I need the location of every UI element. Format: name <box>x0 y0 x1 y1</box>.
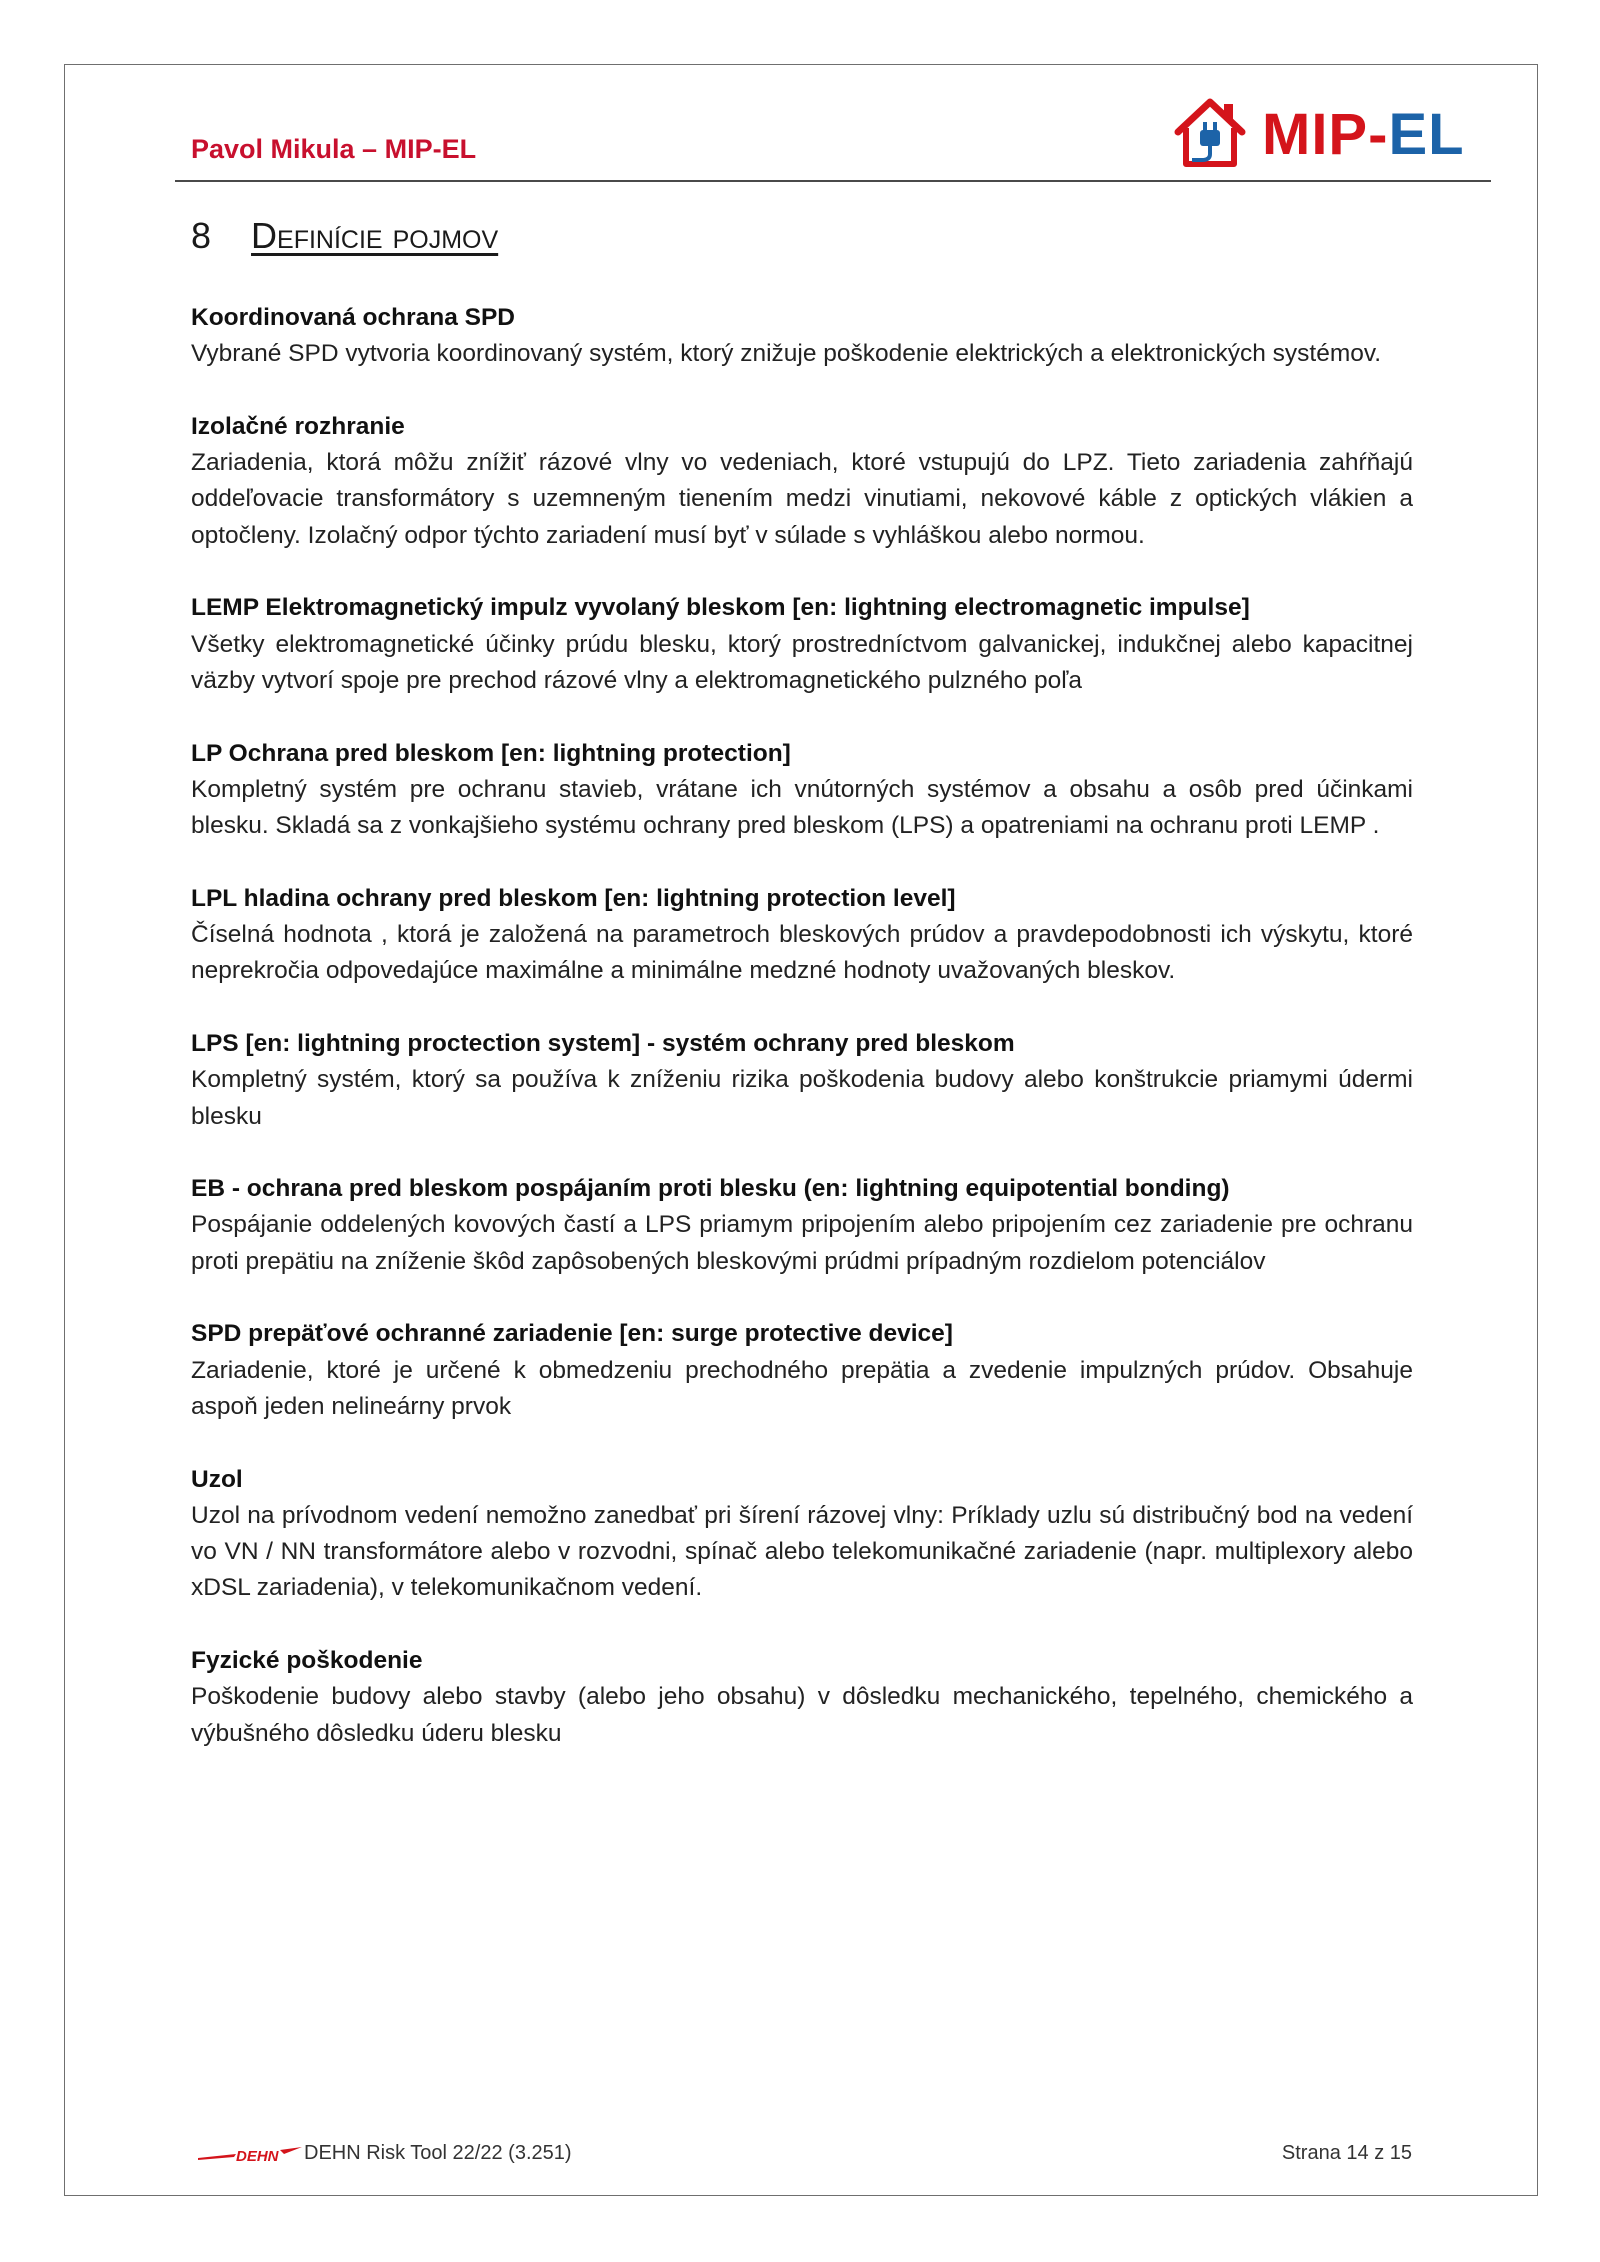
footer-page-number: Strana 14 z 15 <box>1281 2142 1412 2164</box>
definition-term: Fyzické poškodenie <box>191 1646 423 1674</box>
logo-text-el: EL <box>1388 102 1465 167</box>
definition-term: EB - ochrana pred bleskom pospájaním proti blesku (en: lightning equipotential bonding) <box>191 1175 1230 1203</box>
section-heading <box>191 215 498 257</box>
definition-term: Uzol <box>191 1465 243 1493</box>
definition-text: Číselná hodnota , ktorá je založená na parametroch bleskových prúdov a pravdepodobnosti ich výskytu, ktoré neprekročia odpovedajúce maximálne a minimálne medzné hodnoty uvažovaných bleskov. <box>191 921 1413 985</box>
header-author: Pavol Mikula – MIP-EL <box>191 134 477 164</box>
definition-text: Zariadenia, ktorá môžu znížiť rázové vlny vo vedeniach, ktoré vstupujú do LPZ. Tieto zariadenia zahŕňajú oddeľovacie transformátory s uzemneným tienením medzi vinutiami, nekovové káble z optických vlákien a optočleny. Izolačný odpor týchto zariadení musí byť v súlade s vyhláškou alebo normou. <box>191 449 1413 549</box>
definition-text: Všetky elektromagnetické účinky prúdu blesku, ktorý prostredníctvom galvanickej, indukčnej alebo kapacitnej väzby vytvorí spoje pre prechod rázové vlny a elektromagnetického pulzného poľa <box>191 630 1413 694</box>
definition-text: Uzol na prívodnom vedení nemožno zanedbať pri šírení rázovej vlny: Príklady uzlu sú distribučný bod na vedení vo VN / NN transformátore alebo v rozvodni, spínač alebo telekomunikačné zariadenie (napr. multiplexory alebo xDSL zariadenia), v telekomunikačnom vedení. <box>191 1501 1413 1602</box>
definition-item <box>191 1316 1413 1425</box>
definition-text: Zariadenie, ktoré je určené k obmedzeniu prechodného prepätia a zvedenie impulzných prúdov. Obsahuje aspoň jeden nelineárny prvok <box>191 1356 1413 1420</box>
dehn-logo-text: DEHN <box>236 2148 279 2165</box>
definition-term: LEMP Elektromagnetický impulz vyvolaný bleskom [en: lightning electromagnetic impulse] <box>191 594 1250 622</box>
definition-term: SPD prepäťové ochranné zariadenie [en: surge protective device] <box>191 1320 953 1348</box>
definition-item <box>191 736 1413 845</box>
header-divider <box>175 180 1491 182</box>
definition-item <box>191 1462 1413 1607</box>
logo-wordmark <box>1262 100 1465 170</box>
definition-item <box>191 1643 1413 1752</box>
definition-text: Kompletný systém, ktorý sa používa k zníženiu rizika poškodenia budovy alebo konštrukcie priamymi údermi blesku <box>191 1066 1413 1130</box>
definition-term: LP Ochrana pred bleskom [en: lightning protection] <box>191 739 791 767</box>
definition-text: Vybrané SPD vytvoria koordinovaný systém, ktorý znižuje poškodenie elektrických a elektronických systémov. <box>191 340 1382 368</box>
definition-item <box>191 1026 1413 1135</box>
logo-text-mip: MIP <box>1262 102 1369 167</box>
definition-term: Koordinovaná ochrana SPD <box>191 304 516 331</box>
definition-text: Kompletný systém pre ochranu stavieb, vrátane ich vnútorných systémov a obsahu a osôb pred účinkami blesku. Skladá sa z vonkajšieho systému ochrany pred bleskom (LPS) a opatreniami na ochranu proti LEMP . <box>191 775 1413 840</box>
logo-text-dash: - <box>1368 102 1389 167</box>
definition-item <box>191 590 1413 699</box>
definition-item <box>191 881 1413 990</box>
definition-item <box>191 300 1413 373</box>
section-number: 8 <box>191 215 212 256</box>
definition-item <box>191 409 1413 554</box>
definition-text: Poškodenie budovy alebo stavby (alebo jeho obsahu) v dôsledku mechanického, tepelného, chemického a výbušného dôsledku úderu blesku <box>191 1683 1413 1747</box>
definition-term: LPL hladina ochrany pred bleskom [en: lightning protection level] <box>191 884 956 912</box>
footer-tool-name: DEHN Risk Tool 22/22 (3.251) <box>304 2142 572 2164</box>
definition-text: Pospájanie oddelených kovových častí a LPS priamym pripojením alebo pripojením cez zariadenie pre ochranu proti prepätiu na zníženie škôd zapôsobených bleskovými prúdmi prípadným rozdielom potenciálov <box>191 1211 1413 1275</box>
definitions-list <box>191 300 1413 1788</box>
definition-term: LPS [en: lightning proctection system] - systém ochrany pred bleskom <box>191 1029 1015 1057</box>
definition-item <box>191 1171 1413 1280</box>
definition-term: Izolačné rozhranie <box>191 412 405 440</box>
dehn-logo <box>196 2144 304 2166</box>
house-plug-icon <box>1178 102 1242 164</box>
section-title: Definície pojmov <box>251 215 499 256</box>
